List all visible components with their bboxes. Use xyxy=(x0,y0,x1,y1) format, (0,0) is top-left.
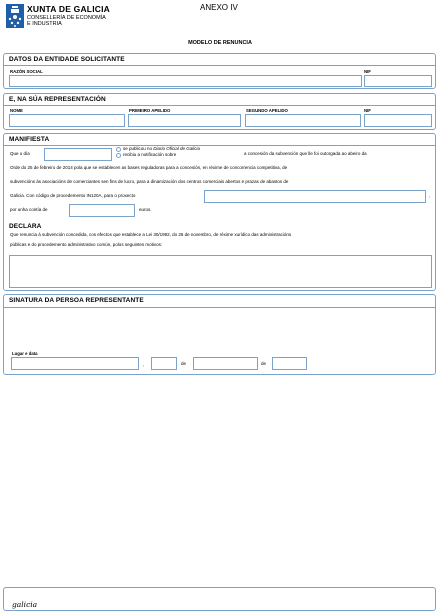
representative-nif-label: NIF xyxy=(364,108,371,113)
nome-field[interactable] xyxy=(9,114,125,127)
option-notified-label: recibiu a notificación sobre xyxy=(123,152,177,157)
representative-section xyxy=(3,93,436,130)
primeiro-apelido-field[interactable] xyxy=(128,114,241,127)
section-divider xyxy=(4,105,435,106)
galicia-logo xyxy=(12,594,37,612)
option-published-radio[interactable] xyxy=(116,147,121,152)
manifiesta-section xyxy=(3,133,436,291)
project-comma: , xyxy=(429,193,431,198)
option-published-label: se publicou no Diario Oficial de Galicia xyxy=(123,146,201,151)
xunta-logo xyxy=(5,3,25,29)
primeiro-apelido-label: PRIMEIRO APELIDO xyxy=(129,108,171,113)
applicant-section xyxy=(3,53,436,89)
section-divider xyxy=(4,65,435,66)
de-label-1: de xyxy=(181,361,187,366)
galicia-coat-of-arms-icon xyxy=(5,3,25,29)
place-field[interactable] xyxy=(11,357,139,370)
option-notified-radio[interactable] xyxy=(116,153,121,158)
project-field[interactable] xyxy=(204,190,426,203)
date-field[interactable] xyxy=(44,148,112,161)
applicant-nif-label: NIF xyxy=(364,69,371,74)
annex-label: ANEXO IV xyxy=(200,3,238,12)
galicia-logo-text: galicia xyxy=(12,600,38,609)
signature-section xyxy=(3,294,436,375)
manifiesta-line2: Orde do 25 de febreiro de 2014 pola que se establecen as bases reguladoras para a concesión, en réxime de concorrencia competitiva, de xyxy=(10,165,288,170)
manifiesta-title: MANIFIESTA xyxy=(9,136,50,143)
manifiesta-line3: subvencións ás asociacións de comerciantes sen fins de lucro, para a dinamización dos centros comerciais abertos e prazas de abastos de xyxy=(10,179,289,184)
de-label-2: de xyxy=(261,361,267,366)
declara-title: DECLARA xyxy=(9,223,42,230)
segundo-apelido-label: SEGUNDO APELIDO xyxy=(246,108,288,113)
org-name: XUNTA DE GALICIA xyxy=(27,4,111,14)
nome-label: NOME xyxy=(10,108,23,113)
applicant-nif-field[interactable] xyxy=(364,75,432,87)
reasons-textarea[interactable] xyxy=(9,255,432,288)
place-comma: , xyxy=(143,362,145,367)
manifiesta-line5-end: euros. xyxy=(139,207,152,212)
representative-section-title: E, NA SÚA REPRESENTACIÓN xyxy=(9,96,106,103)
amount-field[interactable] xyxy=(69,204,135,217)
declara-line1: Que renuncia á subvención concedida, cos efectos que establece a Lei 30/1992, do 26 de novembro, de réxime xurídico das administracións xyxy=(10,232,292,237)
manifiesta-line4-start: Galicia. Con código de procedemento IN120A, para o proxecto xyxy=(10,193,136,198)
year-field[interactable] xyxy=(272,357,307,370)
razon-social-field[interactable] xyxy=(9,75,362,87)
footer xyxy=(3,587,436,611)
section-divider xyxy=(4,145,435,146)
manifiesta-line1-start: Que o día xyxy=(10,151,30,156)
day-field[interactable] xyxy=(151,357,177,370)
segundo-apelido-field[interactable] xyxy=(245,114,361,127)
header xyxy=(0,0,440,48)
razon-social-label: RAZÓN SOCIAL xyxy=(10,69,43,74)
representative-nif-field[interactable] xyxy=(364,114,432,127)
section-divider xyxy=(4,307,435,308)
dept-line-1: CONSELLERÍA DE ECONOMÍA xyxy=(27,15,106,21)
dept-line-2: E INDUSTRIA xyxy=(27,21,62,27)
manifiesta-line1-end: a concesión da subvención que lle foi outorgada ao abeiro da xyxy=(244,151,367,156)
declara-line2: públicas e do procedemento administrativo común, polos seguintes motivos: xyxy=(10,242,163,247)
place-date-label: Lugar e data xyxy=(12,351,38,356)
manifiesta-line5-start: por unha contía de xyxy=(10,207,48,212)
document-title: MODELO DE RENUNCIA xyxy=(188,40,252,46)
applicant-section-title: DATOS DA ENTIDADE SOLICITANTE xyxy=(9,56,125,63)
month-field[interactable] xyxy=(193,357,258,370)
signature-title: SINATURA DA PERSOA REPRESENTANTE xyxy=(9,297,144,304)
